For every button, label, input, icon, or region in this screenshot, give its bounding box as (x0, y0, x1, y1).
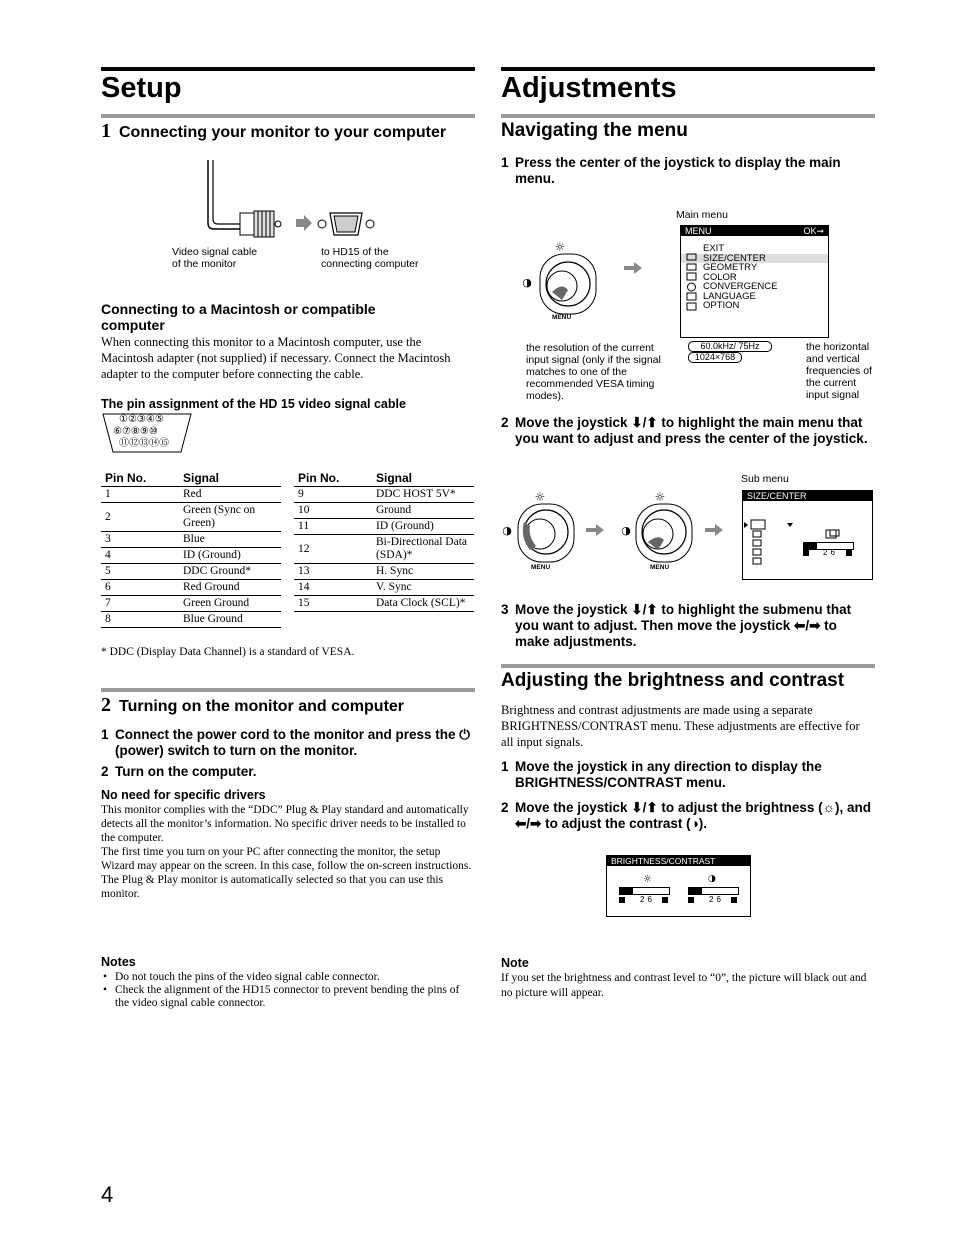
step-number: 3 (501, 602, 509, 617)
signal-cell: ID (Ground) (372, 519, 474, 535)
signal-cell: V. Sync (372, 580, 474, 596)
table-row (101, 612, 281, 628)
main-menu-label: Main menu (676, 209, 728, 221)
menu-item-convergence[interactable]: CONVERGENCE (703, 281, 778, 292)
col-header-pin: Pin No. (101, 470, 179, 487)
signal-cell: Ground (372, 503, 474, 519)
pin-cell: 9 (294, 487, 372, 503)
joystick-illustration (502, 490, 580, 572)
signal-cell: DDC Ground* (179, 564, 281, 580)
section-rule (501, 114, 875, 118)
plus-icon[interactable] (731, 897, 737, 903)
power-step-1 (101, 727, 473, 759)
svg-text:◑: ◑ (621, 524, 631, 537)
table-row (101, 503, 281, 532)
table-row (101, 564, 281, 580)
pin-row-3: ⑪⑫⑬⑭⑮ (119, 438, 169, 449)
menu-item-option[interactable]: OPTION (703, 300, 740, 311)
step-number: 1 (101, 727, 109, 742)
section-rule (101, 688, 475, 692)
step1-heading (101, 122, 481, 142)
main-menu-osd (680, 225, 829, 338)
step2-heading (101, 696, 481, 716)
pin-cell: 3 (101, 532, 179, 548)
col-header-pin: Pin No. (294, 470, 372, 487)
arrow-right-icon (586, 524, 604, 536)
svg-text:◑: ◑ (522, 276, 532, 289)
frequency-box: 60.0kHz/ 75Hz (688, 341, 772, 352)
step-text: Press the center of the joystick to display the main menu. (515, 155, 841, 186)
brightness-contrast-osd (606, 855, 751, 917)
table-row (294, 535, 474, 564)
menu-bar-ok: OK➞ (803, 226, 824, 236)
arrow-right-icon (624, 262, 642, 274)
step1-heading-text: Connecting your monitor to your computer (119, 124, 447, 141)
pin-cell: 11 (294, 519, 372, 535)
table-row (101, 548, 281, 564)
bc-heading: Adjusting the brightness and contrast (501, 670, 845, 691)
plus-icon[interactable] (846, 550, 852, 556)
hd15-label: to HD15 of the connecting computer (321, 246, 419, 270)
table-row (294, 596, 474, 612)
table-header-row (294, 470, 474, 487)
table-row (101, 580, 281, 596)
frequency-note: the horizontal and vertical frequencies of the current input signal (806, 341, 872, 401)
col-header-signal: Signal (372, 470, 474, 487)
nav-heading: Navigating the menu (501, 120, 688, 141)
joystick-label: MENU (531, 564, 551, 571)
col-header-signal: Signal (179, 470, 281, 487)
pin-cell: 8 (101, 612, 179, 628)
sub-menu-label: Sub menu (741, 473, 789, 485)
signal-cell: Data Clock (SCL)* (372, 596, 474, 612)
resolution-box: 1024×768 (688, 352, 742, 363)
step-number: 2 (101, 764, 109, 779)
svg-text:☼: ☼ (654, 490, 666, 504)
signal-cell: Green Ground (179, 596, 281, 612)
list-item: • Check the alignment of the HD15 connector to prevent bending the pins of the video signal cable connector. (101, 984, 475, 1010)
mac-heading: Connecting to a Macintosh or compatible computer (101, 301, 376, 333)
note-heading: Note (501, 956, 529, 970)
signal-cell: Red (179, 487, 281, 503)
bc-step-2 (501, 800, 875, 832)
step-number: 2 (501, 800, 509, 815)
step-text: Move the joystick in any direction to display the BRIGHTNESS/CONTRAST menu. (515, 759, 822, 790)
menu-bar-title: MENU (685, 226, 712, 236)
table-row (101, 596, 281, 612)
contrast-icon: ◑ (708, 874, 716, 884)
table-row (101, 487, 281, 503)
brightness-slider[interactable] (619, 887, 670, 895)
pin-row-1: ①②③④⑤ (119, 414, 164, 425)
step-text: Connect the power cord to the monitor and press the ⏻ (power) switch to turn on the monitor. (115, 727, 470, 758)
menu-item-size-center[interactable]: SIZE/CENTER (681, 254, 828, 264)
signal-cell: Blue (179, 532, 281, 548)
brightness-value: 26 (640, 895, 655, 904)
power-step-2 (101, 764, 473, 780)
contrast-value: 26 (709, 895, 724, 904)
step-number: 2 (101, 694, 111, 716)
svg-text:☼: ☼ (554, 240, 566, 254)
step-text: Move the joystick ⬇/⬆ to highlight the submenu that you want to adjust. Then move the joystick ⬅/➡ to make adjustments. (515, 602, 852, 649)
menu-item-exit[interactable]: EXIT (703, 243, 725, 254)
drivers-heading: No need for specific drivers (101, 788, 266, 802)
step-number: 1 (501, 155, 509, 170)
sub-value: 26 (823, 548, 838, 557)
pin-cell: 13 (294, 564, 372, 580)
step-number: 1 (101, 120, 111, 142)
pin-cell: 15 (294, 596, 372, 612)
plus-icon[interactable] (662, 897, 668, 903)
pin-cell: 1 (101, 487, 179, 503)
cable-connection-illustration (200, 155, 390, 240)
step-text: Move the joystick ⬇/⬆ to highlight the main menu that you want to adjust and press the center of the joystick. (515, 415, 868, 446)
table-footnote: * DDC (Display Data Channel) is a standard of VESA. (101, 646, 355, 658)
joystick-label: MENU (552, 314, 572, 321)
minus-icon[interactable] (619, 897, 625, 903)
joystick-illustration (522, 238, 600, 326)
step-number: 1 (501, 759, 509, 774)
nav-step-1 (501, 155, 871, 187)
notes-heading: Notes (101, 955, 136, 969)
menu-item-language[interactable]: LANGUAGE (703, 290, 756, 302)
bc-body: Brightness and contrast adjustments are made using a separate BRIGHTNESS/CONTRAST menu. These adjustments are effective for all input signals. (501, 703, 860, 749)
brightness-icon: ☼ (643, 874, 652, 885)
nav-step-2 (501, 415, 875, 447)
page-number: 4 (101, 1182, 114, 1207)
signal-cell: ID (Ground) (179, 548, 281, 564)
step-number: 2 (501, 415, 509, 430)
signal-cell: DDC HOST 5V* (372, 487, 474, 503)
minus-icon[interactable] (688, 897, 694, 903)
brightness-fill (620, 888, 633, 894)
table-row (294, 487, 474, 503)
note-body: If you set the brightness and contrast level to “0”, the picture will black out and no picture will appear. (501, 972, 867, 999)
pin-cell: 6 (101, 580, 179, 596)
step2-heading-text: Turning on the monitor and computer (119, 698, 405, 715)
table-row (101, 532, 281, 548)
signal-cell: Bi-Directional Data (SDA)* (372, 535, 474, 564)
pin-cell: 10 (294, 503, 372, 519)
table-row (294, 519, 474, 535)
signal-cell: Green (Sync on Green) (179, 503, 281, 532)
table-header-row (101, 470, 281, 487)
pin-table-2 (294, 470, 474, 612)
cable-label: Video signal cable of the monitor (172, 246, 258, 270)
sub-menu-icons (743, 517, 803, 569)
bc-step-1 (501, 759, 875, 791)
contrast-slider[interactable] (688, 887, 739, 895)
signal-cell: H. Sync (372, 564, 474, 580)
section-rule (501, 664, 875, 668)
list-item: • Do not touch the pins of the video signal cable connector. (101, 971, 475, 984)
nav-step-3 (501, 602, 875, 650)
pin-cell: 14 (294, 580, 372, 596)
right-top-rule (501, 67, 875, 71)
page-title-setup: Setup (101, 72, 182, 104)
signal-cell: Blue Ground (179, 612, 281, 628)
menu-item-color[interactable]: COLOR (703, 271, 737, 283)
table-row (294, 580, 474, 596)
drivers-body: This monitor complies with the “DDC” Plug & Play standard and automatically detects all the monitor’s information. No specific driver needs to be installed to the computer. The first time you turn on your PC after connecting the monitor, the setup Wizard may appear on the screen. In this case, follow the on-screen instructions. The Plug & Play monitor is automatically selected so that you can use this monitor. (101, 804, 472, 900)
arrow-right-icon (705, 524, 723, 536)
signal-cell: Red Ground (179, 580, 281, 596)
pin-cell: 4 (101, 548, 179, 564)
menu-item-geometry[interactable]: GEOMETRY (703, 262, 758, 273)
pin-cell: 7 (101, 596, 179, 612)
pin-cell: 5 (101, 564, 179, 580)
pin-table-1 (101, 470, 281, 628)
svg-text:◑: ◑ (502, 524, 512, 537)
pin-cell: 2 (101, 503, 179, 532)
joystick-illustration (620, 490, 698, 572)
menu-icons (686, 253, 698, 317)
sub-slider-fill (804, 543, 817, 549)
sub-menu-osd (742, 490, 873, 580)
left-top-rule (101, 67, 475, 71)
page-title-adjustments: Adjustments (501, 72, 677, 104)
pin-heading: The pin assignment of the HD 15 video signal cable (101, 397, 406, 411)
pin-row-2: ⑥⑦⑧⑨⑩ (113, 426, 158, 437)
menu-title-bar (681, 226, 828, 236)
step-text: Move the joystick ⬇/⬆ to adjust the brightness (☼), and ⬅/➡ to adjust the contrast (◑). (515, 800, 872, 831)
pin-cell: 12 (294, 535, 372, 564)
sub-menu-title-bar: SIZE/CENTER (743, 491, 872, 501)
minus-icon[interactable] (803, 550, 809, 556)
notes-list (101, 971, 475, 1010)
contrast-fill (689, 888, 702, 894)
table-row (294, 503, 474, 519)
svg-text:☼: ☼ (534, 490, 546, 504)
bc-title-bar: BRIGHTNESS/CONTRAST (607, 856, 750, 866)
size-center-icon (825, 529, 841, 539)
step-text: Turn on the computer. (115, 764, 257, 779)
joystick-label: MENU (650, 564, 670, 571)
mac-body: When connecting this monitor to a Macintosh computer, use the Macintosh adapter (not supplied) if necessary. Connect the Macintosh adapter to the computer before connecting the cable. (101, 335, 451, 381)
section-rule (101, 114, 475, 118)
table-row (294, 564, 474, 580)
resolution-note: the resolution of the current input signal (only if the signal matches to one of the recommended VESA timing modes). (526, 342, 661, 402)
pin-diagram (101, 412, 193, 454)
